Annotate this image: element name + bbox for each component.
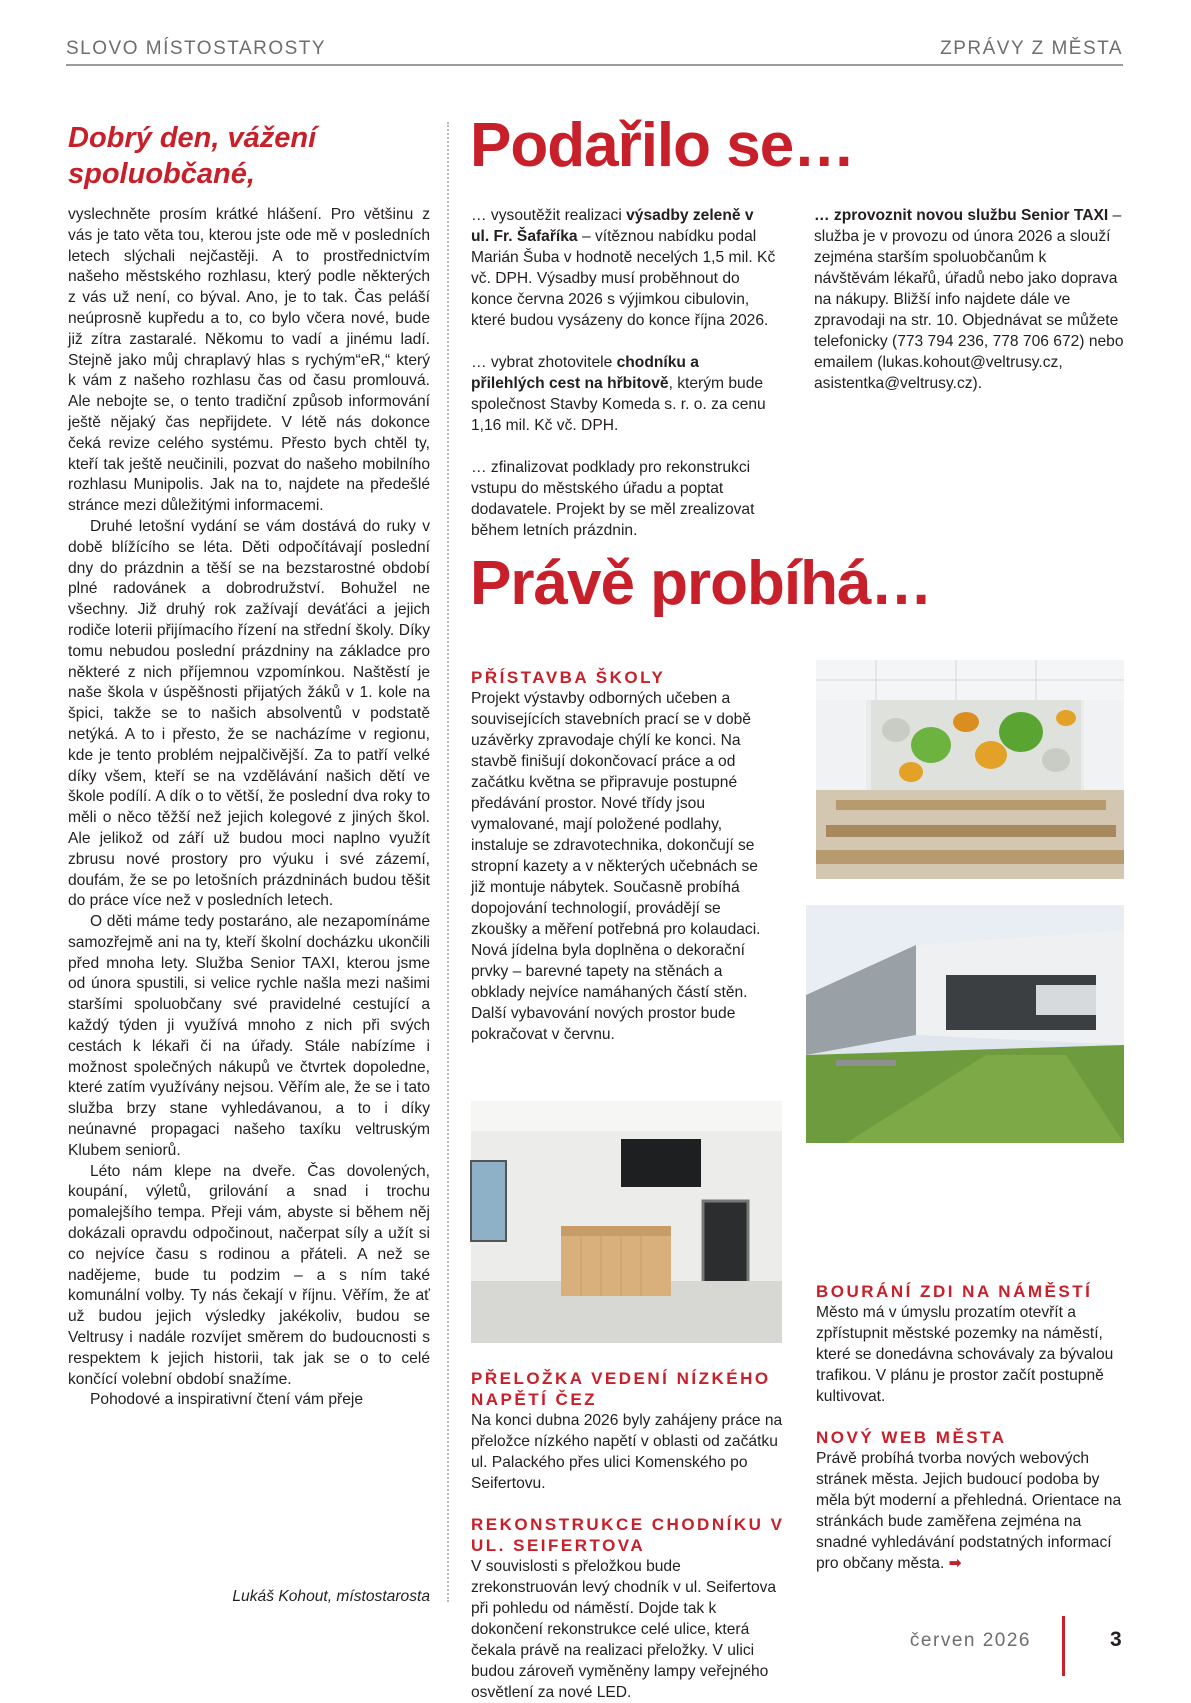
- podarilo-item-zelen: … vysoutěžit realizaci výsadby zeleně v ul. Fr. Šafaříka – vítěznou nabídku podal Marián Šuba v hodnotě necelých 1,5 mil. Kč vč. DPH. Výsadby musí proběhnout do konce června 2026 s výjimkou cibulovin, které budou vysázeny do konce října 2026.: [471, 207, 776, 329]
- right-lower-column: [816, 1281, 1124, 1574]
- section-label-left: SLOVO MÍSTOSTAROSTY: [66, 38, 327, 59]
- skola-section: [471, 667, 771, 1045]
- continue-arrow-icon: ➡: [948, 1555, 962, 1572]
- skola-heading: PŘÍSTAVBA ŠKOLY: [471, 668, 666, 687]
- letter-paragraph: Druhé letošní vydání se vám dostává do ruky v době blížícího se léta. Děti odpočítávají poslední dny do prázdnin a těší se na bezstarostné období plné radovánek a dobrodružství. Bohužel ne všechny. Již druhý rok zažívají deváťáci a jejich rodiče loterii přijímacího řízení na střední školy. Díky tomu nebudou poslední prázdniny na základce pro některé z nich příjemnou vzpomínkou. Naštěstí je naše škola v úspěšnosti přijatých žáků v 1. kole na špici, takže se to našich absolventů v podstatě netýká. A to i přesto, že se nacházíme v regionu, kde je tento problém nejpalčivější. Za to patří velké díky všem, kteří se na vzdělávání našich dětí ve škole podílí. A dík o to větší, že poslední dva roky to měli o něco těžší než jejich kolegové z jiných škol. Ale jelikož od září už budou moci naplno využít zbrusu nové prostory pro výuku i své zázemí, doufám, že se po letošních prázdninách budou těšit do práce více než v posledních letech.: [68, 517, 430, 910]
- podarilo-column-2: [814, 205, 1124, 394]
- section-label-right: ZPRÁVY Z MĚSTA: [940, 38, 1123, 59]
- issue-date: červen 2026: [909, 1630, 1031, 1651]
- photo-terasa: [806, 905, 1124, 1143]
- header-divider: [66, 64, 1123, 66]
- web-text: Právě probíhá tvorba nových webových stránek města. Jejich budoucí podoba by měla být moderní a přehledná. Orientace na stránkách bude zaměřena zejména na snadné vyhledávání podstatných informací pro občany města. ➡: [816, 1450, 1122, 1572]
- zed-heading: BOURÁNÍ ZDI NA NÁMĚSTÍ: [816, 1282, 1093, 1301]
- podarilo-item-taxi: … zprovoznit novou službu Senior TAXI – služba je v provozu od února 2026 a slouží zejména starším spoluobčanům k návštěvám lékařů, úřadů nebo jako doprava na nákupy. Bližší info najdete dále ve zpravodaji na str. 10. Objednávat se můžete telefonicky (773 794 236, 778 706 672) nebo emailem (lukas.kohout@veltrusy.cz, asistentka@veltrusy.cz).: [814, 207, 1124, 392]
- cez-section: [471, 1368, 786, 1703]
- letter-greeting: Dobrý den, vážení spoluobčané,: [68, 122, 317, 190]
- footer-accent-bar: [1062, 1616, 1065, 1676]
- headline-podarilo: Podařilo se…: [470, 111, 855, 180]
- letter-signature: Lukáš Kohout, místostarosta: [232, 1588, 430, 1605]
- podarilo-item-hrbitov: … vybrat zhotovitele chodníku a přilehlých cest na hřbitově, kterým bude společnost Stavby Komeda s. r. o. za cenu 1,16 mil. Kč vč. DPH.: [471, 354, 766, 434]
- podarilo-column-1: [471, 205, 776, 541]
- column-divider: [447, 122, 449, 1602]
- letter-paragraph: Pohodové a inspirativní čtení vám přeje: [90, 1391, 364, 1409]
- photo-ucebna: [471, 1101, 782, 1343]
- skola-text: Projekt výstavby odborných učeben a souvisejících stavebních prací se v době uzávěrky zpravodaje chýlí ke konci. Na stavbě finišují dokončovací práce a od začátku května se připravuje postupné předávání prostor. Nové třídy jsou vymalované, mají položené podlahy, instaluje se zdravotechnika, dokončují se stropní kazety a v některých učebnách se již montuje nábytek. Současně probíhá dopojování technologií, provádějí se zkoušky a měření potřebná pro kolaudaci. Nová jídelna byla doplněna o dekorační prvky – barevné tapety na stěnách a obklady nejvíce namáhaných částí stěn. Další vybavování nových prostor bude pokračovat v červnu.: [471, 690, 761, 1043]
- letter-paragraph: O děti máme tedy postaráno, ale nezapomínáme samozřejmě ani na ty, kteří školní docházku ukončili před mnoha lety. Služba Senior TAXI, kterou jsme od února spustili, si velice rychle našla mezi našimi staršími spoluobčany své pravidelné cestující a každý týden ji využívá mnoho z nich při svých cestách k lékaři či na úřady. Stále nabízíme i možnost společných nákupů ve čtvrtek dopoledne, které zatím využívány nejsou. Věřím ale, že se i tato služba brzy stane vyhledávanou, a to i díky neúnavné propagaci našeho taxíku veltruským Klubem seniorů.: [68, 913, 430, 1159]
- chodnik-text: V souvislosti s přeložkou bude zrekonstruován levý chodník v ul. Seifertova při pohledu od náměstí. Dojde tak k dokončení rekonstrukce celé ulice, která čekala právě na realizaci přeložky. V ulici budou zároveň vyměněny lampy veřejného osvětlení za nové LED.: [471, 1558, 777, 1701]
- podarilo-item-urad: … zfinalizovat podklady pro rekonstrukci vstupu do městského úřadu a poptat dodavatele. Projekt by se měl zrealizovat během letních prázdnin.: [471, 459, 755, 539]
- web-heading: NOVÝ WEB MĚSTA: [816, 1428, 1007, 1447]
- cez-text: Na konci dubna 2026 byly zahájeny práce na přeložce nízkého napětí v oblasti od začátku ul. Palackého přes ulici Komenského po Seifertovu.: [471, 1412, 783, 1492]
- page-number: 3: [1110, 1628, 1122, 1651]
- chodnik-heading: REKONSTRUKCE CHODNÍKU V UL. SEIFERTOVA: [471, 1515, 785, 1555]
- letter-paragraph: vyslechněte prosím krátké hlášení. Pro většinu z vás je tato věta tou, kterou jste ode mě v posledních letech slýchali nejčastěji. A to prostřednictvím našeho městského rozhlasu, který podle některých z vás už není, co býval. Ano, je to tak. Čas peláší neúprosně kupředu a to, co bylo včera nové, bude již zítra zastaralé. Někomu to vadí a jinému ladí. Stejně jako můj chraplavý hlas s rychým“eR,“ který k vám z našeho rozhlasu čas od času promlouvá. Ale nebojte se, o tento tradiční způsob informování ještě nějaký čas nepřijdete. V létě nás dokonce čeká revize celého systému. Přesto bych chtěl ty, kteří tak ještě neučinili, pozvat do našeho mobilního rozhlasu Munipolis. Jak na to, najdete na předešlé stránce mezi důležitými informacemi.: [68, 206, 430, 515]
- photo-jidelna: [816, 660, 1124, 879]
- letter-body: [68, 205, 430, 1411]
- cez-heading: PŘELOŽKA VEDENÍ NÍZKÉHO NAPĚTÍ ČEZ: [471, 1369, 771, 1409]
- zed-text: Město má v úmyslu prozatím otevřít a zpřístupnit městské pozemky na náměstí, které se donedávna schovávaly za bývalou trafikou. V plánu je prostor začít postupně kultivovat.: [816, 1304, 1114, 1405]
- headline-probiha: Právě probíhá…: [470, 549, 932, 618]
- letter-paragraph: Léto nám klepe na dveře. Čas dovolených, koupání, výletů, grilování a snad i trochu pomalejšího tempa. Přeji vám, abyste si během něj dokázali opravdu odpočinout, načerpat síly a užít si co nejvíce času s rodinou a přáteli. A než se nadějeme, bude tu podzim – a s ním také komunální volby. Ty nás čekají v říjnu. Věřím, že ať už budou jejich výsledky jakékoliv, budou se Veltrusy i nadále rozvíjet směrem do budoucnosti s respektem k jejich historii, tak jak se o to celé končící volební období snažíme.: [68, 1162, 430, 1388]
